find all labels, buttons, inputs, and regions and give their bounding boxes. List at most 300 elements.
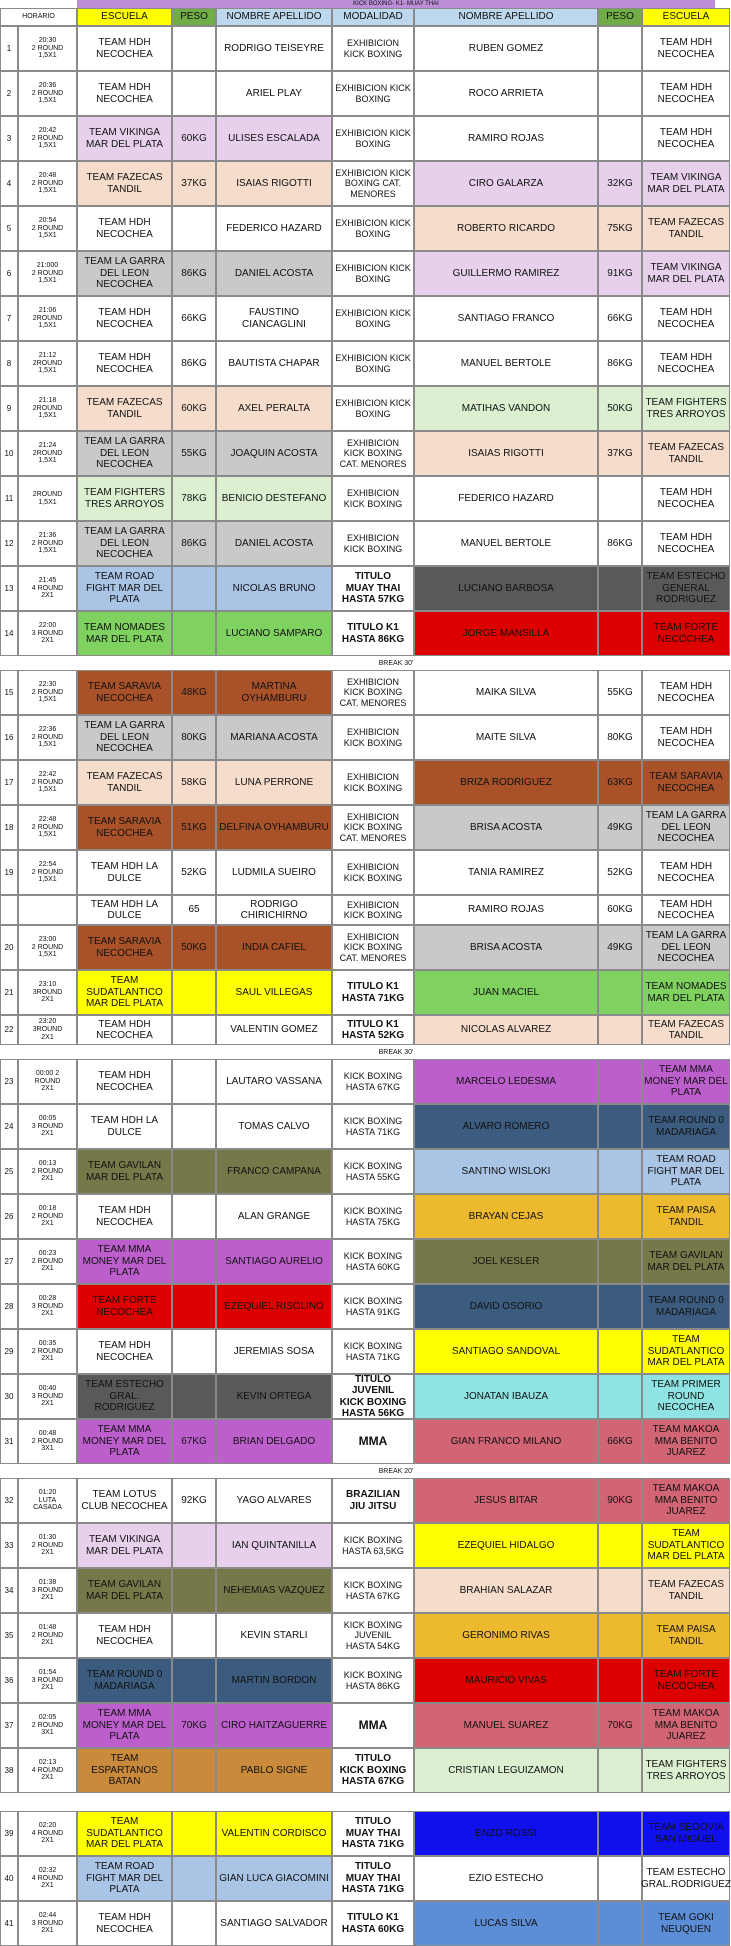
weight-left <box>172 1856 216 1901</box>
school-left: TEAM HDH NECOCHEA <box>77 296 172 341</box>
fight-number: 34 <box>0 1568 18 1613</box>
school-left: TEAM HDH LA DULCE <box>77 895 172 925</box>
school-left: TEAM VIKINGA MAR DEL PLATA <box>77 116 172 161</box>
fight-number: 2 <box>0 71 18 116</box>
fight-number: 30 <box>0 1374 18 1419</box>
school-right: TEAM FAZECAS TANDIL <box>642 206 730 251</box>
weight-right <box>598 1374 642 1419</box>
fighter-left: RODRIGO CHIRICHIRNO <box>216 895 332 925</box>
fighter-right: GERONIMO RIVAS <box>414 1613 598 1658</box>
weight-left: 55KG <box>172 431 216 476</box>
fighter-right: JUAN MACIEL <box>414 970 598 1015</box>
fight-number: 20 <box>0 925 18 970</box>
school-right: TEAM HDH NECOCHEA <box>642 670 730 715</box>
break-label: BREAK 30' <box>378 1048 414 1056</box>
weight-right <box>598 1104 642 1149</box>
weight-right <box>598 1329 642 1374</box>
weight-left <box>172 1658 216 1703</box>
fighter-right: TANIA RAMIREZ <box>414 850 598 895</box>
weight-right <box>598 1194 642 1239</box>
school-left: TEAM MMA MONEY MAR DEL PLATA <box>77 1239 172 1284</box>
fighter-left: YAGO ALVARES <box>216 1478 332 1523</box>
modality: TITULO MUAY THAI HASTA 71KG <box>332 1856 414 1901</box>
school-right: TEAM HDH NECOCHEA <box>642 71 730 116</box>
weight-right: 49KG <box>598 805 642 850</box>
weight-left <box>172 1901 216 1946</box>
fighter-right: SANTINO WISLOKI <box>414 1149 598 1194</box>
fight-time: 01:30 2 ROUND 2X1 <box>18 1523 77 1568</box>
fighter-right: LUCAS SILVA <box>414 1901 598 1946</box>
fight-number: 25 <box>0 1149 18 1194</box>
break-label: BREAK 20' <box>378 1467 414 1475</box>
school-left: TEAM FAZECAS TANDIL <box>77 760 172 805</box>
school-left: TEAM HDH NECOCHEA <box>77 1194 172 1239</box>
fighter-left: MARIANA ACOSTA <box>216 715 332 760</box>
weight-right <box>598 1239 642 1284</box>
school-left: TEAM SARAVIA NECOCHEA <box>77 805 172 850</box>
school-left: TEAM FIGHTERS TRES ARROYOS <box>77 476 172 521</box>
fight-time: 20:42 2 ROUND 1,5X1 <box>18 116 77 161</box>
header-nombre-left: NOMBRE APELLIDO <box>216 8 332 26</box>
fighter-left: JEREMIAS SOSA <box>216 1329 332 1374</box>
fight-number: 36 <box>0 1658 18 1703</box>
modality: TITULO JUVENIL KICK BOXING HASTA 56KG <box>332 1374 414 1419</box>
fighter-right: BRIZA RODRIGUEZ <box>414 760 598 805</box>
weight-right <box>598 1523 642 1568</box>
weight-right <box>598 476 642 521</box>
school-right: TEAM GAVILAN MAR DEL PLATA <box>642 1239 730 1284</box>
fighter-left: ISAIAS RIGOTTI <box>216 161 332 206</box>
fight-number: 29 <box>0 1329 18 1374</box>
fight-time: 20:48 2 ROUND 1,5X1 <box>18 161 77 206</box>
weight-right <box>598 1811 642 1856</box>
fight-time: 01:54 3 ROUND 2X1 <box>18 1658 77 1703</box>
modality: EXHIBICION KICK BOXING <box>332 715 414 760</box>
fighter-left: CIRO HAITZAGUERRE <box>216 1703 332 1748</box>
fighter-right: MATIHAS VANDON <box>414 386 598 431</box>
weight-left <box>172 1194 216 1239</box>
weight-right <box>598 1748 642 1793</box>
fight-number: 13 <box>0 566 18 611</box>
fighter-left: TOMAS CALVO <box>216 1104 332 1149</box>
weight-left <box>172 26 216 71</box>
school-left: TEAM HDH NECOCHEA <box>77 26 172 71</box>
modality: TITULO K1 HASTA 71KG <box>332 970 414 1015</box>
school-right: TEAM ESTECHO GRAL.RODRIGUEZ <box>642 1856 730 1901</box>
fighter-right: FEDERICO HAZARD <box>414 476 598 521</box>
fighter-left: IAN QUINTANILLA <box>216 1523 332 1568</box>
weight-left <box>172 1613 216 1658</box>
school-right: TEAM FIGHTERS TRES ARROYOS <box>642 386 730 431</box>
fighter-left: NEHEMIAS VAZQUEZ <box>216 1568 332 1613</box>
fight-time: 21:000 2 ROUND 1,5X1 <box>18 251 77 296</box>
school-left: TEAM SUDATLANTICO MAR DEL PLATA <box>77 1811 172 1856</box>
fighter-right: NICOLAS ALVAREZ <box>414 1015 598 1045</box>
fighter-right: BRAHIAN SALAZAR <box>414 1568 598 1613</box>
fight-time: 21:12 2ROUND 1,5X1 <box>18 341 77 386</box>
fighter-left: JOAQUIN ACOSTA <box>216 431 332 476</box>
school-left: TEAM FAZECAS TANDIL <box>77 386 172 431</box>
school-left: TEAM LA GARRA DEL LEON NECOCHEA <box>77 715 172 760</box>
fight-time: 20:30 2 ROUND 1,5X1 <box>18 26 77 71</box>
fight-number: 24 <box>0 1104 18 1149</box>
fight-number: 1 <box>0 26 18 71</box>
fighter-right: LUCIANO BARBOSA <box>414 566 598 611</box>
fighter-left: INDIA CAFIEL <box>216 925 332 970</box>
fighter-right: MAITE SILVA <box>414 715 598 760</box>
weight-left <box>172 1811 216 1856</box>
weight-left: 51KG <box>172 805 216 850</box>
school-right: TEAM HDH NECOCHEA <box>642 850 730 895</box>
school-right: TEAM FORTE NECOCHEA <box>642 1658 730 1703</box>
weight-left: 67KG <box>172 1419 216 1464</box>
school-left: TEAM GAVILAN MAR DEL PLATA <box>77 1149 172 1194</box>
header-peso-right: PESO <box>598 8 642 26</box>
fight-time: 00:05 3 ROUND 2X1 <box>18 1104 77 1149</box>
weight-right <box>598 1059 642 1104</box>
fighter-left: DELFINA OYHAMBURU <box>216 805 332 850</box>
fight-time: 01:48 2 ROUND 2X1 <box>18 1613 77 1658</box>
school-left: TEAM HDH NECOCHEA <box>77 1015 172 1045</box>
fighter-left: BRIAN DELGADO <box>216 1419 332 1464</box>
fight-time: 00:40 3 ROUND 2X1 <box>18 1374 77 1419</box>
school-right: TEAM GOKI NEUQUEN <box>642 1901 730 1946</box>
school-right: TEAM VIKINGA MAR DEL PLATA <box>642 161 730 206</box>
modality: TITULO MUAY THAI HASTA 57KG <box>332 566 414 611</box>
fight-number: 38 <box>0 1748 18 1793</box>
school-right: TEAM FAZECAS TANDIL <box>642 431 730 476</box>
modality: EXHIBICION KICK BOXING <box>332 760 414 805</box>
fighter-right: MARCELO LEDESMA <box>414 1059 598 1104</box>
modality: EXHIBICION KICK BOXING CAT. MENORES <box>332 670 414 715</box>
school-right: TEAM MAKOA MMA BENITO JUAREZ <box>642 1478 730 1523</box>
school-right: TEAM SEGOVIA SAN MIGUEL <box>642 1811 730 1856</box>
modality: TITULO K1 HASTA 60KG <box>332 1901 414 1946</box>
modality: KICK BOXING HASTA 67KG <box>332 1568 414 1613</box>
fight-time: 21:24 2ROUND 1,5X1 <box>18 431 77 476</box>
fighter-left: LUNA PERRONE <box>216 760 332 805</box>
weight-left: 78KG <box>172 476 216 521</box>
header-nombre-right: NOMBRE APELLIDO <box>414 8 598 26</box>
fight-number: 32 <box>0 1478 18 1523</box>
weight-left: 65 <box>172 895 216 925</box>
weight-right <box>598 970 642 1015</box>
fight-time: 20:54 2 ROUND 1,5X1 <box>18 206 77 251</box>
school-right: TEAM ESTECHO GENERAL RODRIGUEZ <box>642 566 730 611</box>
weight-right: 63KG <box>598 760 642 805</box>
fight-number: 9 <box>0 386 18 431</box>
fight-time: 21:36 2 ROUND 1,5X1 <box>18 521 77 566</box>
weight-right <box>598 1149 642 1194</box>
weight-right: 60KG <box>598 895 642 925</box>
school-left: TEAM ROUND 0 MADARIAGA <box>77 1658 172 1703</box>
modality: TITULO KICK BOXING HASTA 67KG <box>332 1748 414 1793</box>
school-right: TEAM HDH NECOCHEA <box>642 895 730 925</box>
fighter-left: PABLO SIGNE <box>216 1748 332 1793</box>
school-left: TEAM FORTE NECOCHEA <box>77 1284 172 1329</box>
school-left: TEAM HDH NECOCHEA <box>77 341 172 386</box>
weight-right: 86KG <box>598 521 642 566</box>
fight-time: 21:18 2ROUND 1,5X1 <box>18 386 77 431</box>
modality: KICK BOXING HASTA 71KG <box>332 1329 414 1374</box>
weight-left <box>172 1568 216 1613</box>
modality: KICK BOXING HASTA 86KG <box>332 1658 414 1703</box>
school-left: TEAM HDH NECOCHEA <box>77 1329 172 1374</box>
school-right: TEAM HDH NECOCHEA <box>642 341 730 386</box>
fighter-left: KEVIN ORTEGA <box>216 1374 332 1419</box>
fight-time: 00:13 2 ROUND 2X1 <box>18 1149 77 1194</box>
weight-right: 75KG <box>598 206 642 251</box>
modality: KICK BOXING HASTA 75KG <box>332 1194 414 1239</box>
weight-left: 86KG <box>172 521 216 566</box>
school-left: TEAM NOMADES MAR DEL PLATA <box>77 611 172 656</box>
fighter-right: GUILLERMO RAMIREZ <box>414 251 598 296</box>
school-left: TEAM MMA MONEY MAR DEL PLATA <box>77 1703 172 1748</box>
weight-left <box>172 1748 216 1793</box>
weight-right: 32KG <box>598 161 642 206</box>
weight-left: 80KG <box>172 715 216 760</box>
fighter-right: DAVID OSORIO <box>414 1284 598 1329</box>
fighter-right: ROCO ARRIETA <box>414 71 598 116</box>
school-right: TEAM FIGHTERS TRES ARROYOS <box>642 1748 730 1793</box>
weight-left <box>172 71 216 116</box>
fighter-left: FEDERICO HAZARD <box>216 206 332 251</box>
weight-right <box>598 116 642 161</box>
fight-time: 00:35 2 ROUND 2X1 <box>18 1329 77 1374</box>
fighter-left: BAUTISTA CHAPAR <box>216 341 332 386</box>
modality: EXHIBICION KICK BOXING <box>332 116 414 161</box>
school-right: TEAM ROUND 0 MADARIAGA <box>642 1284 730 1329</box>
header-peso-left: PESO <box>172 8 216 26</box>
fighter-left: SANTIAGO AURELIO <box>216 1239 332 1284</box>
school-left: TEAM HDH NECOCHEA <box>77 1901 172 1946</box>
modality: TITULO K1 HASTA 86KG <box>332 611 414 656</box>
weight-left <box>172 1015 216 1045</box>
fighter-left: KEVIN STARLI <box>216 1613 332 1658</box>
header-horario: HORARIO <box>0 8 77 26</box>
weight-right <box>598 1015 642 1045</box>
fighter-left: FRANCO CAMPANA <box>216 1149 332 1194</box>
weight-right <box>598 1568 642 1613</box>
fight-number: 11 <box>0 476 18 521</box>
fight-number: 12 <box>0 521 18 566</box>
modality: KICK BOXING HASTA 71KG <box>332 1104 414 1149</box>
fight-time: 02:13 4 ROUND 2X1 <box>18 1748 77 1793</box>
weight-right <box>598 1613 642 1658</box>
fighter-right: SANTIAGO SANDOVAL <box>414 1329 598 1374</box>
weight-left: 66KG <box>172 296 216 341</box>
fight-time: 02:20 4 ROUND 2X1 <box>18 1811 77 1856</box>
school-left: TEAM HDH LA DULCE <box>77 850 172 895</box>
fight-time <box>18 895 77 925</box>
fight-time: 02:05 2 ROUND 3X1 <box>18 1703 77 1748</box>
fight-time: 00:00 2 ROUND 2X1 <box>18 1059 77 1104</box>
weight-right <box>598 566 642 611</box>
school-right: TEAM LA GARRA DEL LEON NECOCHEA <box>642 925 730 970</box>
school-right: TEAM HDH NECOCHEA <box>642 296 730 341</box>
school-right: TEAM HDH NECOCHEA <box>642 116 730 161</box>
modality: EXHIBICION KICK BOXING CAT. MENORES <box>332 925 414 970</box>
fighter-left: AXEL PERALTA <box>216 386 332 431</box>
fight-time: 2ROUND 1,5X1 <box>18 476 77 521</box>
fight-number: 4 <box>0 161 18 206</box>
weight-left: 86KG <box>172 251 216 296</box>
school-left: TEAM LA GARRA DEL LEON NECOCHEA <box>77 431 172 476</box>
weight-right <box>598 1284 642 1329</box>
school-left: TEAM SARAVIA NECOCHEA <box>77 670 172 715</box>
weight-left: 60KG <box>172 386 216 431</box>
school-left: TEAM ROAD FIGHT MAR DEL PLATA <box>77 1856 172 1901</box>
fight-time: 01:38 3 ROUND 2X1 <box>18 1568 77 1613</box>
school-left: TEAM HDH NECOCHEA <box>77 1059 172 1104</box>
modality: TITULO MUAY THAI HASTA 71KG <box>332 1811 414 1856</box>
fighter-right: MANUEL BERTOLE <box>414 341 598 386</box>
school-left: TEAM HDH NECOCHEA <box>77 206 172 251</box>
weight-left <box>172 1329 216 1374</box>
weight-right: 55KG <box>598 670 642 715</box>
weight-left <box>172 566 216 611</box>
school-left: TEAM ESPARTANOS BATAN <box>77 1748 172 1793</box>
fight-time: 23:20 3ROUND 2X1 <box>18 1015 77 1045</box>
school-right: TEAM HDH NECOCHEA <box>642 26 730 71</box>
modality: EXHIBICION KICK BOXING CAT. MENORES <box>332 431 414 476</box>
modality: EXHIBICION KICK BOXING <box>332 71 414 116</box>
fighter-right: CIRO GALARZA <box>414 161 598 206</box>
modality: MMA <box>332 1419 414 1464</box>
school-left: TEAM SUDATLANTICO MAR DEL PLATA <box>77 970 172 1015</box>
school-left: TEAM GAVILAN MAR DEL PLATA <box>77 1568 172 1613</box>
weight-right <box>598 71 642 116</box>
school-left: TEAM ESTECHO GRAL. RODRIGUEZ <box>77 1374 172 1419</box>
school-left: TEAM SARAVIA NECOCHEA <box>77 925 172 970</box>
fighter-right: ROBERTO RICARDO <box>414 206 598 251</box>
school-right: TEAM HDH NECOCHEA <box>642 715 730 760</box>
modality: EXHIBICION KICK BOXING <box>332 521 414 566</box>
fighter-right: ISAIAS RIGOTTI <box>414 431 598 476</box>
school-right: TEAM PAISA TANDIL <box>642 1613 730 1658</box>
fighter-right: EZIO ESTECHO <box>414 1856 598 1901</box>
weight-right: 66KG <box>598 1419 642 1464</box>
weight-right: 50KG <box>598 386 642 431</box>
fighter-right: JOEL KESLER <box>414 1239 598 1284</box>
fighter-right: MAURICIO VIVAS <box>414 1658 598 1703</box>
fight-time: 00:28 3 ROUND 2X1 <box>18 1284 77 1329</box>
fight-number: 3 <box>0 116 18 161</box>
fight-number: 8 <box>0 341 18 386</box>
weight-right: 91KG <box>598 251 642 296</box>
fighter-left: EZEQUIEL RISOLINO <box>216 1284 332 1329</box>
weight-left: 58KG <box>172 760 216 805</box>
weight-left <box>172 1523 216 1568</box>
fighter-left: MARTINA OYHAMBURU <box>216 670 332 715</box>
fight-number: 7 <box>0 296 18 341</box>
fighter-right: BRISA ACOSTA <box>414 805 598 850</box>
fight-time: 02:44 3 ROUND 2X1 <box>18 1901 77 1946</box>
modality: KICK BOXING HASTA 55KG <box>332 1149 414 1194</box>
school-right: TEAM VIKINGA MAR DEL PLATA <box>642 251 730 296</box>
school-left: TEAM HDH NECOCHEA <box>77 1613 172 1658</box>
weight-left: 92KG <box>172 1478 216 1523</box>
fighter-right: RAMIRO ROJAS <box>414 895 598 925</box>
fight-number: 10 <box>0 431 18 476</box>
weight-left <box>172 206 216 251</box>
modality: EXHIBICION KICK BOXING <box>332 476 414 521</box>
fight-number: 31 <box>0 1419 18 1464</box>
weight-right <box>598 1901 642 1946</box>
weight-right <box>598 1658 642 1703</box>
fighter-right: MANUEL BERTOLE <box>414 521 598 566</box>
weight-left: 48KG <box>172 670 216 715</box>
modality: EXHIBICION KICK BOXING CAT. MENORES <box>332 805 414 850</box>
fighter-left: BENICIO DESTEFANO <box>216 476 332 521</box>
school-left: TEAM LA GARRA DEL LEON NECOCHEA <box>77 521 172 566</box>
school-right: TEAM MMA MONEY MAR DEL PLATA <box>642 1059 730 1104</box>
fighter-left: DANIEL ACOSTA <box>216 251 332 296</box>
weight-right <box>598 26 642 71</box>
modality: TITULO K1 HASTA 52KG <box>332 1015 414 1045</box>
modality: EXHIBICION KICK BOXING <box>332 850 414 895</box>
modality: EXHIBICION KICK BOXING <box>332 251 414 296</box>
modality: EXHIBICION KICK BOXING <box>332 296 414 341</box>
weight-right: 37KG <box>598 431 642 476</box>
fighter-right: RUBEN GOMEZ <box>414 26 598 71</box>
fight-number: 33 <box>0 1523 18 1568</box>
modality: EXHIBICION KICK BOXING <box>332 206 414 251</box>
fight-time: 22:54 2 ROUND 1,5X1 <box>18 850 77 895</box>
school-left: TEAM HDH NECOCHEA <box>77 71 172 116</box>
fighter-left: ARIEL PLAY <box>216 71 332 116</box>
school-right: TEAM SARAVIA NECOCHEA <box>642 760 730 805</box>
weight-left: 70KG <box>172 1703 216 1748</box>
header-escuela-left: ESCUELA <box>77 8 172 26</box>
school-right: TEAM HDH NECOCHEA <box>642 521 730 566</box>
fight-time: 22:42 2 ROUND 1,5X1 <box>18 760 77 805</box>
fighter-left: SANTIAGO SALVADOR <box>216 1901 332 1946</box>
school-right: TEAM HDH NECOCHEA <box>642 476 730 521</box>
fight-number: 35 <box>0 1613 18 1658</box>
header-modalidad: MODALIDAD <box>332 8 414 26</box>
fighter-left: LUCIANO SAMPARO <box>216 611 332 656</box>
modality: KICK BOXING HASTA 91KG <box>332 1284 414 1329</box>
school-right: TEAM ROAD FIGHT MAR DEL PLATA <box>642 1149 730 1194</box>
fighter-left: NICOLAS BRUNO <box>216 566 332 611</box>
weight-left <box>172 1284 216 1329</box>
school-right: TEAM FORTE NECOCHEA <box>642 611 730 656</box>
fight-time: 00:18 2 ROUND 2X1 <box>18 1194 77 1239</box>
fighter-left: ULISES ESCALADA <box>216 116 332 161</box>
fight-time: 22:00 3 ROUND 2X1 <box>18 611 77 656</box>
fight-number: 39 <box>0 1811 18 1856</box>
fighter-left: ALAN GRANGE <box>216 1194 332 1239</box>
fighter-right: MAIKA SILVA <box>414 670 598 715</box>
fighter-left: RODRIGO TEISEYRE <box>216 26 332 71</box>
fight-number: 17 <box>0 760 18 805</box>
fight-number: 19 <box>0 850 18 895</box>
school-left: TEAM ROAD FIGHT MAR DEL PLATA <box>77 566 172 611</box>
school-left: TEAM MMA MONEY MAR DEL PLATA <box>77 1419 172 1464</box>
fighter-left: SAUL VILLEGAS <box>216 970 332 1015</box>
modality: KICK BOXING HASTA 67KG <box>332 1059 414 1104</box>
weight-left: 60KG <box>172 116 216 161</box>
weight-right: 52KG <box>598 850 642 895</box>
fight-number: 6 <box>0 251 18 296</box>
weight-left: 37KG <box>172 161 216 206</box>
school-right: TEAM MAKOA MMA BENITO JUAREZ <box>642 1419 730 1464</box>
fighter-right: ALVARO ROMERO <box>414 1104 598 1149</box>
weight-left <box>172 1374 216 1419</box>
fight-number: 23 <box>0 1059 18 1104</box>
fighter-right: JESUS BITAR <box>414 1478 598 1523</box>
